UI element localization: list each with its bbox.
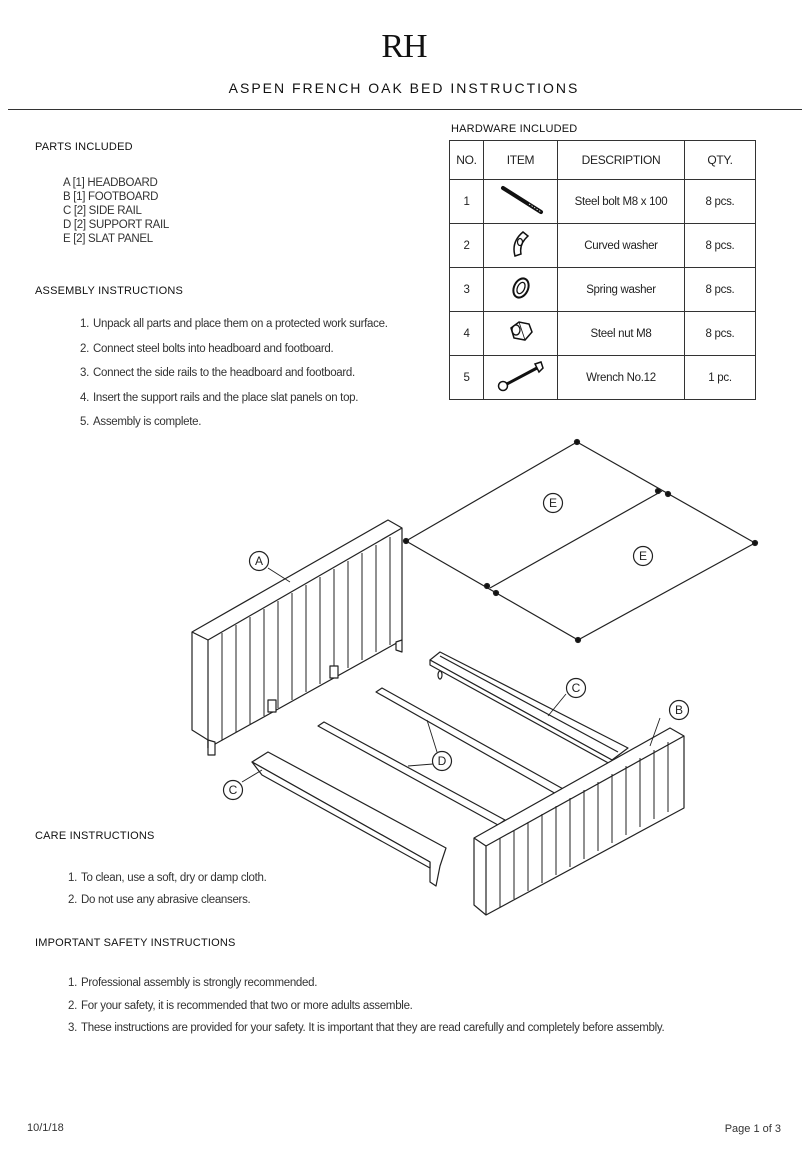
assembly-step: 1. Unpack all parts and place them on a protected work surface. <box>80 318 388 330</box>
care-item: 1. To clean, use a soft, dry or damp cloth. <box>68 872 267 884</box>
assembly-heading: ASSEMBLY INSTRUCTIONS <box>35 285 184 297</box>
part-item: D [2] SUPPORT RAIL <box>63 219 170 231</box>
column-header: NO. <box>450 141 484 180</box>
safety-item: 3. These instructions are provided for your safety. It is important that they are read carefully and completely before assembly. <box>68 1022 665 1034</box>
table-row <box>450 268 756 312</box>
assembly-steps <box>80 318 388 441</box>
care-heading: CARE INSTRUCTIONS <box>35 830 155 842</box>
document-title: ASPEN FRENCH OAK BED INSTRUCTIONS <box>228 80 580 96</box>
table-row <box>450 224 756 268</box>
item-description: Wrench No.12 <box>558 356 685 400</box>
item-quantity: 8 pcs. <box>685 312 756 356</box>
part-item: C [2] SIDE RAIL <box>63 205 142 217</box>
assembly-step: 5. Assembly is complete. <box>80 416 202 429</box>
row-number: 1 <box>450 180 484 224</box>
part-item: B [1] FOOTBOARD <box>63 191 159 203</box>
title-divider <box>8 109 802 110</box>
row-number: 5 <box>450 356 484 400</box>
item-quantity: 8 pcs. <box>685 268 756 312</box>
safety-heading: IMPORTANT SAFETY INSTRUCTIONS <box>35 937 236 949</box>
care-item: 2. Do not use any abrasive cleansers. <box>68 893 251 906</box>
table-row <box>450 356 756 400</box>
item-description: Steel nut M8 <box>558 312 685 356</box>
row-number: 3 <box>450 268 484 312</box>
safety-item: 2. For your safety, it is recommended that two or more adults assemble. <box>68 999 413 1012</box>
footer-date: 10/1/18 <box>27 1122 64 1134</box>
assembly-step: 4. Insert the support rails and the place slat panels on top. <box>80 391 359 404</box>
curved-washer-icon <box>484 224 558 268</box>
diagram-label: D <box>437 754 447 768</box>
page-number: Page 1 of 3 <box>724 1123 781 1135</box>
part-item: E [2] SLAT PANEL <box>63 233 153 245</box>
wrench-icon <box>484 356 558 400</box>
headboard <box>192 520 402 755</box>
item-quantity: 8 pcs. <box>685 180 756 224</box>
diagram-label: A <box>254 554 264 568</box>
safety-item: 1. Professional assembly is strongly recommended. <box>68 977 318 989</box>
footboard <box>474 728 684 915</box>
item-quantity: 8 pcs. <box>685 224 756 268</box>
assembly-step: 3. Connect the side rails to the headboard and footboard. <box>80 367 355 380</box>
column-header: DESCRIPTION <box>558 141 685 180</box>
table-header-row <box>450 141 756 180</box>
diagram-label: C <box>571 681 581 695</box>
hardware-heading: HARDWARE INCLUDED <box>451 123 578 135</box>
diagram-label: E <box>638 549 648 563</box>
row-number: 4 <box>450 312 484 356</box>
part-item: A [1] HEADBOARD <box>63 177 158 189</box>
item-description: Steel bolt M8 x 100 <box>558 180 685 224</box>
bolt-icon <box>484 180 558 224</box>
row-number: 2 <box>450 224 484 268</box>
item-description: Spring washer <box>558 268 685 312</box>
slat-panels <box>404 440 758 643</box>
column-header: ITEM <box>484 141 558 180</box>
assembly-step: 2. Connect steel bolts into headboard and footboard. <box>80 342 334 355</box>
nut-icon <box>484 312 558 356</box>
diagram-label: C <box>228 783 238 797</box>
item-quantity: 1 pc. <box>685 356 756 400</box>
side-rail-back <box>430 652 628 765</box>
care-list <box>68 872 267 915</box>
bed-assembly-diagram <box>0 430 808 930</box>
diagram-label: E <box>548 496 558 510</box>
table-row <box>450 180 756 224</box>
diagram-label: B <box>674 703 684 717</box>
spring-washer-icon <box>484 268 558 312</box>
parts-list <box>63 176 169 246</box>
parts-heading: PARTS INCLUDED <box>35 141 133 153</box>
item-description: Curved washer <box>558 224 685 268</box>
safety-list <box>68 977 665 1045</box>
brand-logo: RH <box>381 28 427 65</box>
hardware-table <box>449 140 756 400</box>
table-row <box>450 312 756 356</box>
column-header: QTY. <box>685 141 756 180</box>
